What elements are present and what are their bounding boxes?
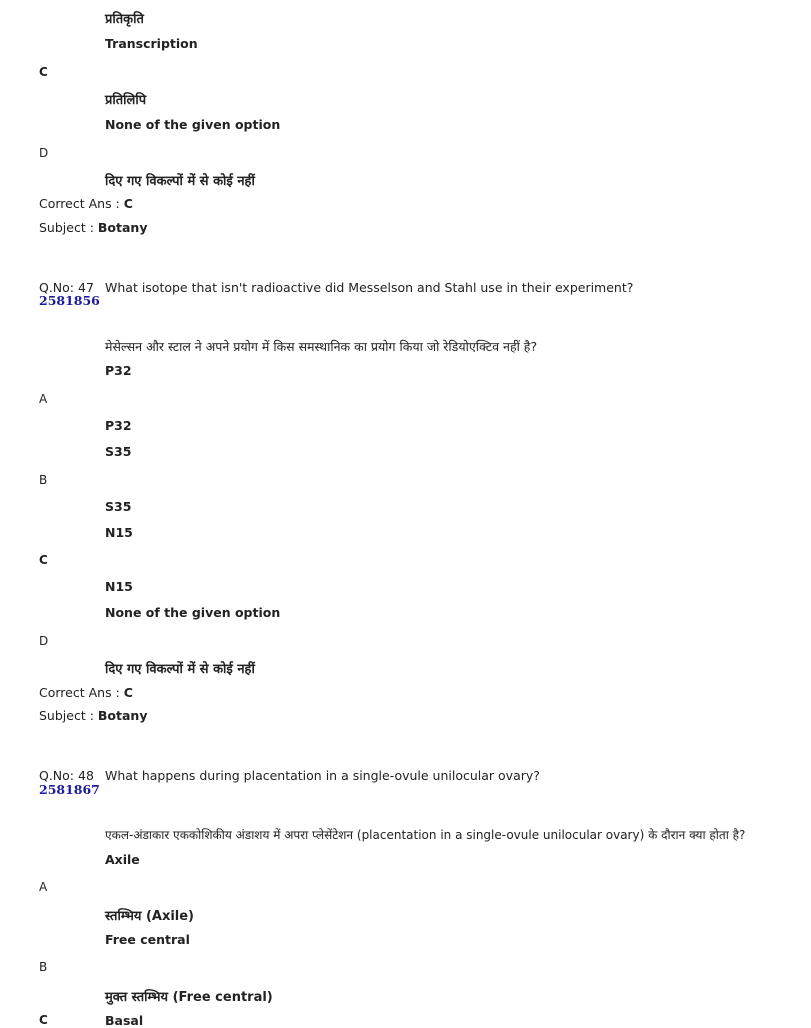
correct-answer-value: C: [123, 196, 133, 211]
option-c-letter: C: [39, 553, 48, 567]
correct-answer-label: Correct Ans :: [39, 196, 120, 211]
option-c-english: N15: [105, 525, 133, 540]
option-d-letter: D: [39, 634, 49, 648]
option-a-letter: A: [39, 392, 48, 406]
option-b-english: Free central: [105, 932, 190, 947]
prev-option-d-hindi: दिए गए विकल्पों में से कोई नहीं: [105, 174, 255, 189]
question-text-hindi: एकल-अंडाकार एककोशिकीय अंडाशय में अपरा प्लेसेंटेशन (placentation in a single-ovule unilocular ovary) के दौरान क्या होता है?: [105, 828, 746, 842]
option-c-hindi: N15: [105, 579, 133, 594]
question-number-value: 47: [78, 280, 94, 295]
subject-value: Botany: [97, 708, 148, 723]
question-text-hindi: मेसेल्सन और स्टाल ने अपने प्रयोग में किस समस्थानिक का प्रयोग किया जो रेडियोएक्टिव नहीं है?: [105, 339, 538, 354]
question-text-english: What isotope that isn't radioactive did Messelson and Stahl use in their experiment?: [105, 280, 634, 295]
option-a-english: P32: [105, 363, 132, 378]
question-number-label: Q.No:: [39, 768, 75, 783]
option-a-hindi: P32: [105, 418, 132, 433]
option-a-letter: A: [39, 880, 48, 894]
prev-option-d-english: None of the given option: [105, 117, 281, 132]
option-d-english: None of the given option: [105, 605, 281, 620]
option-b-hindi: S35: [105, 499, 132, 514]
prev-option-d-letter: D: [39, 146, 49, 160]
option-d-hindi: दिए गए विकल्पों में से कोई नहीं: [105, 662, 255, 677]
question-number-value: 48: [78, 768, 94, 783]
option-c-letter: C: [39, 1013, 48, 1027]
option-c-english: Basal: [105, 1013, 144, 1028]
option-a-english: Axile: [105, 852, 140, 867]
option-b-letter: B: [39, 960, 48, 974]
option-a-hindi: स्तम्भिय (Axile): [105, 909, 194, 924]
option-b-letter: B: [39, 473, 48, 487]
question-number-label: Q.No:: [39, 280, 75, 295]
question-number: [39, 768, 94, 783]
subject-value: Botany: [97, 220, 148, 235]
correct-answer-label: Correct Ans :: [39, 685, 120, 700]
correct-answer: [39, 685, 133, 700]
subject: [39, 708, 147, 723]
option-b-hindi: मुक्त स्तम्भिय (Free central): [105, 990, 273, 1005]
subject-label: Subject :: [39, 708, 94, 723]
prev-option-c-english: Transcription: [105, 36, 198, 51]
question-id: 2581867: [39, 782, 100, 797]
question-text-english: What happens during placentation in a single-ovule unilocular ovary?: [105, 768, 540, 783]
prev-subject: [39, 220, 147, 235]
question-id: 2581856: [39, 293, 100, 308]
prev-option-b-hindi: प्रतिकृति: [105, 12, 144, 27]
prev-option-c-letter: C: [39, 65, 48, 79]
prev-option-c-hindi: प्रतिलिपि: [105, 93, 147, 108]
option-b-english: S35: [105, 444, 132, 459]
subject-label: Subject :: [39, 220, 94, 235]
correct-answer-value: C: [123, 685, 133, 700]
prev-correct-answer: [39, 196, 133, 211]
